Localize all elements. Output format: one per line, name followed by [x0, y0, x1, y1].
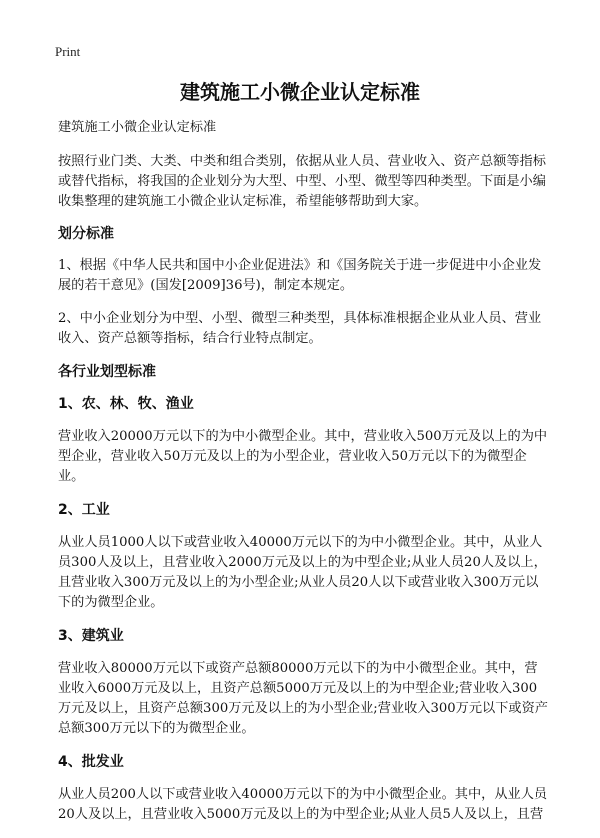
classification-paragraph-2: 2、中小企业划分为中型、小型、微型三种类型，具体标准根据企业从业人员、营业收入、资产总额等指标，结合行业特点制定。	[58, 311, 542, 346]
paragraph-wholesale: 从业人员200人以下或营业收入40000万元以下的为中小微型企业。其中，从业人员20人及以上，且营业收入5000万元及以上的为中型企业;从业人员5人及以上，且营	[58, 787, 548, 822]
classification-paragraph-1: 1、根据《中华人民共和国中小企业促进法》和《国务院关于进一步促进中小企业发展的若干意见》(国发[2009]36号)，制定本规定。	[58, 258, 542, 293]
subheading-industry: 2、工业	[58, 502, 110, 518]
subheading-wholesale: 4、批发业	[58, 754, 124, 770]
paragraph-industry: 从业人员1000人以下或营业收入40000万元以下的为中小微型企业。其中，从业人员300人及以上，且营业收入2000万元及以上的为中型企业;从业人员20人及以上，且营业收入300万元及以上的为小型企业;从业人员20人以下或营业收入300万元以下的为微型企业。	[58, 535, 547, 610]
subheading-agriculture: 1、农、林、牧、渔业	[58, 396, 194, 412]
paragraph-agriculture: 营业收入20000万元以下的为中小微型企业。其中，营业收入500万元及以上的为中型企业，营业收入50万元及以上的为小型企业，营业收入50万元以下的为微型企业。	[58, 429, 548, 484]
document-subtitle: 建筑施工小微企业认定标准	[58, 120, 217, 135]
page-title: 建筑施工小微企业认定标准	[180, 80, 420, 104]
print-label: Print	[55, 44, 81, 59]
section-heading-classification: 划分标准	[58, 226, 114, 242]
document-body	[58, 118, 550, 838]
intro-paragraph: 按照行业门类、大类、中类和组合类别，依据从业人员、营业收入、资产总额等指标或替代指标，将我国的企业划分为大型、中型、小型、微型等四种类型。下面是小编收集整理的建筑施工小微企业认定标准，希望能够帮助到大家。	[58, 154, 546, 209]
paragraph-construction: 营业收入80000万元以下或资产总额80000万元以下的为中小微型企业。其中，营业收入6000万元及以上，且资产总额5000万元及以上的为中型企业;营业收入300万元及以上，且资产总额300万元及以上的为小型企业;营业收入300万元以下或资产总额300万元以下的为微型企业。	[58, 661, 548, 736]
subheading-construction: 3、建筑业	[58, 628, 124, 644]
section-heading-industries: 各行业划型标准	[58, 364, 156, 380]
